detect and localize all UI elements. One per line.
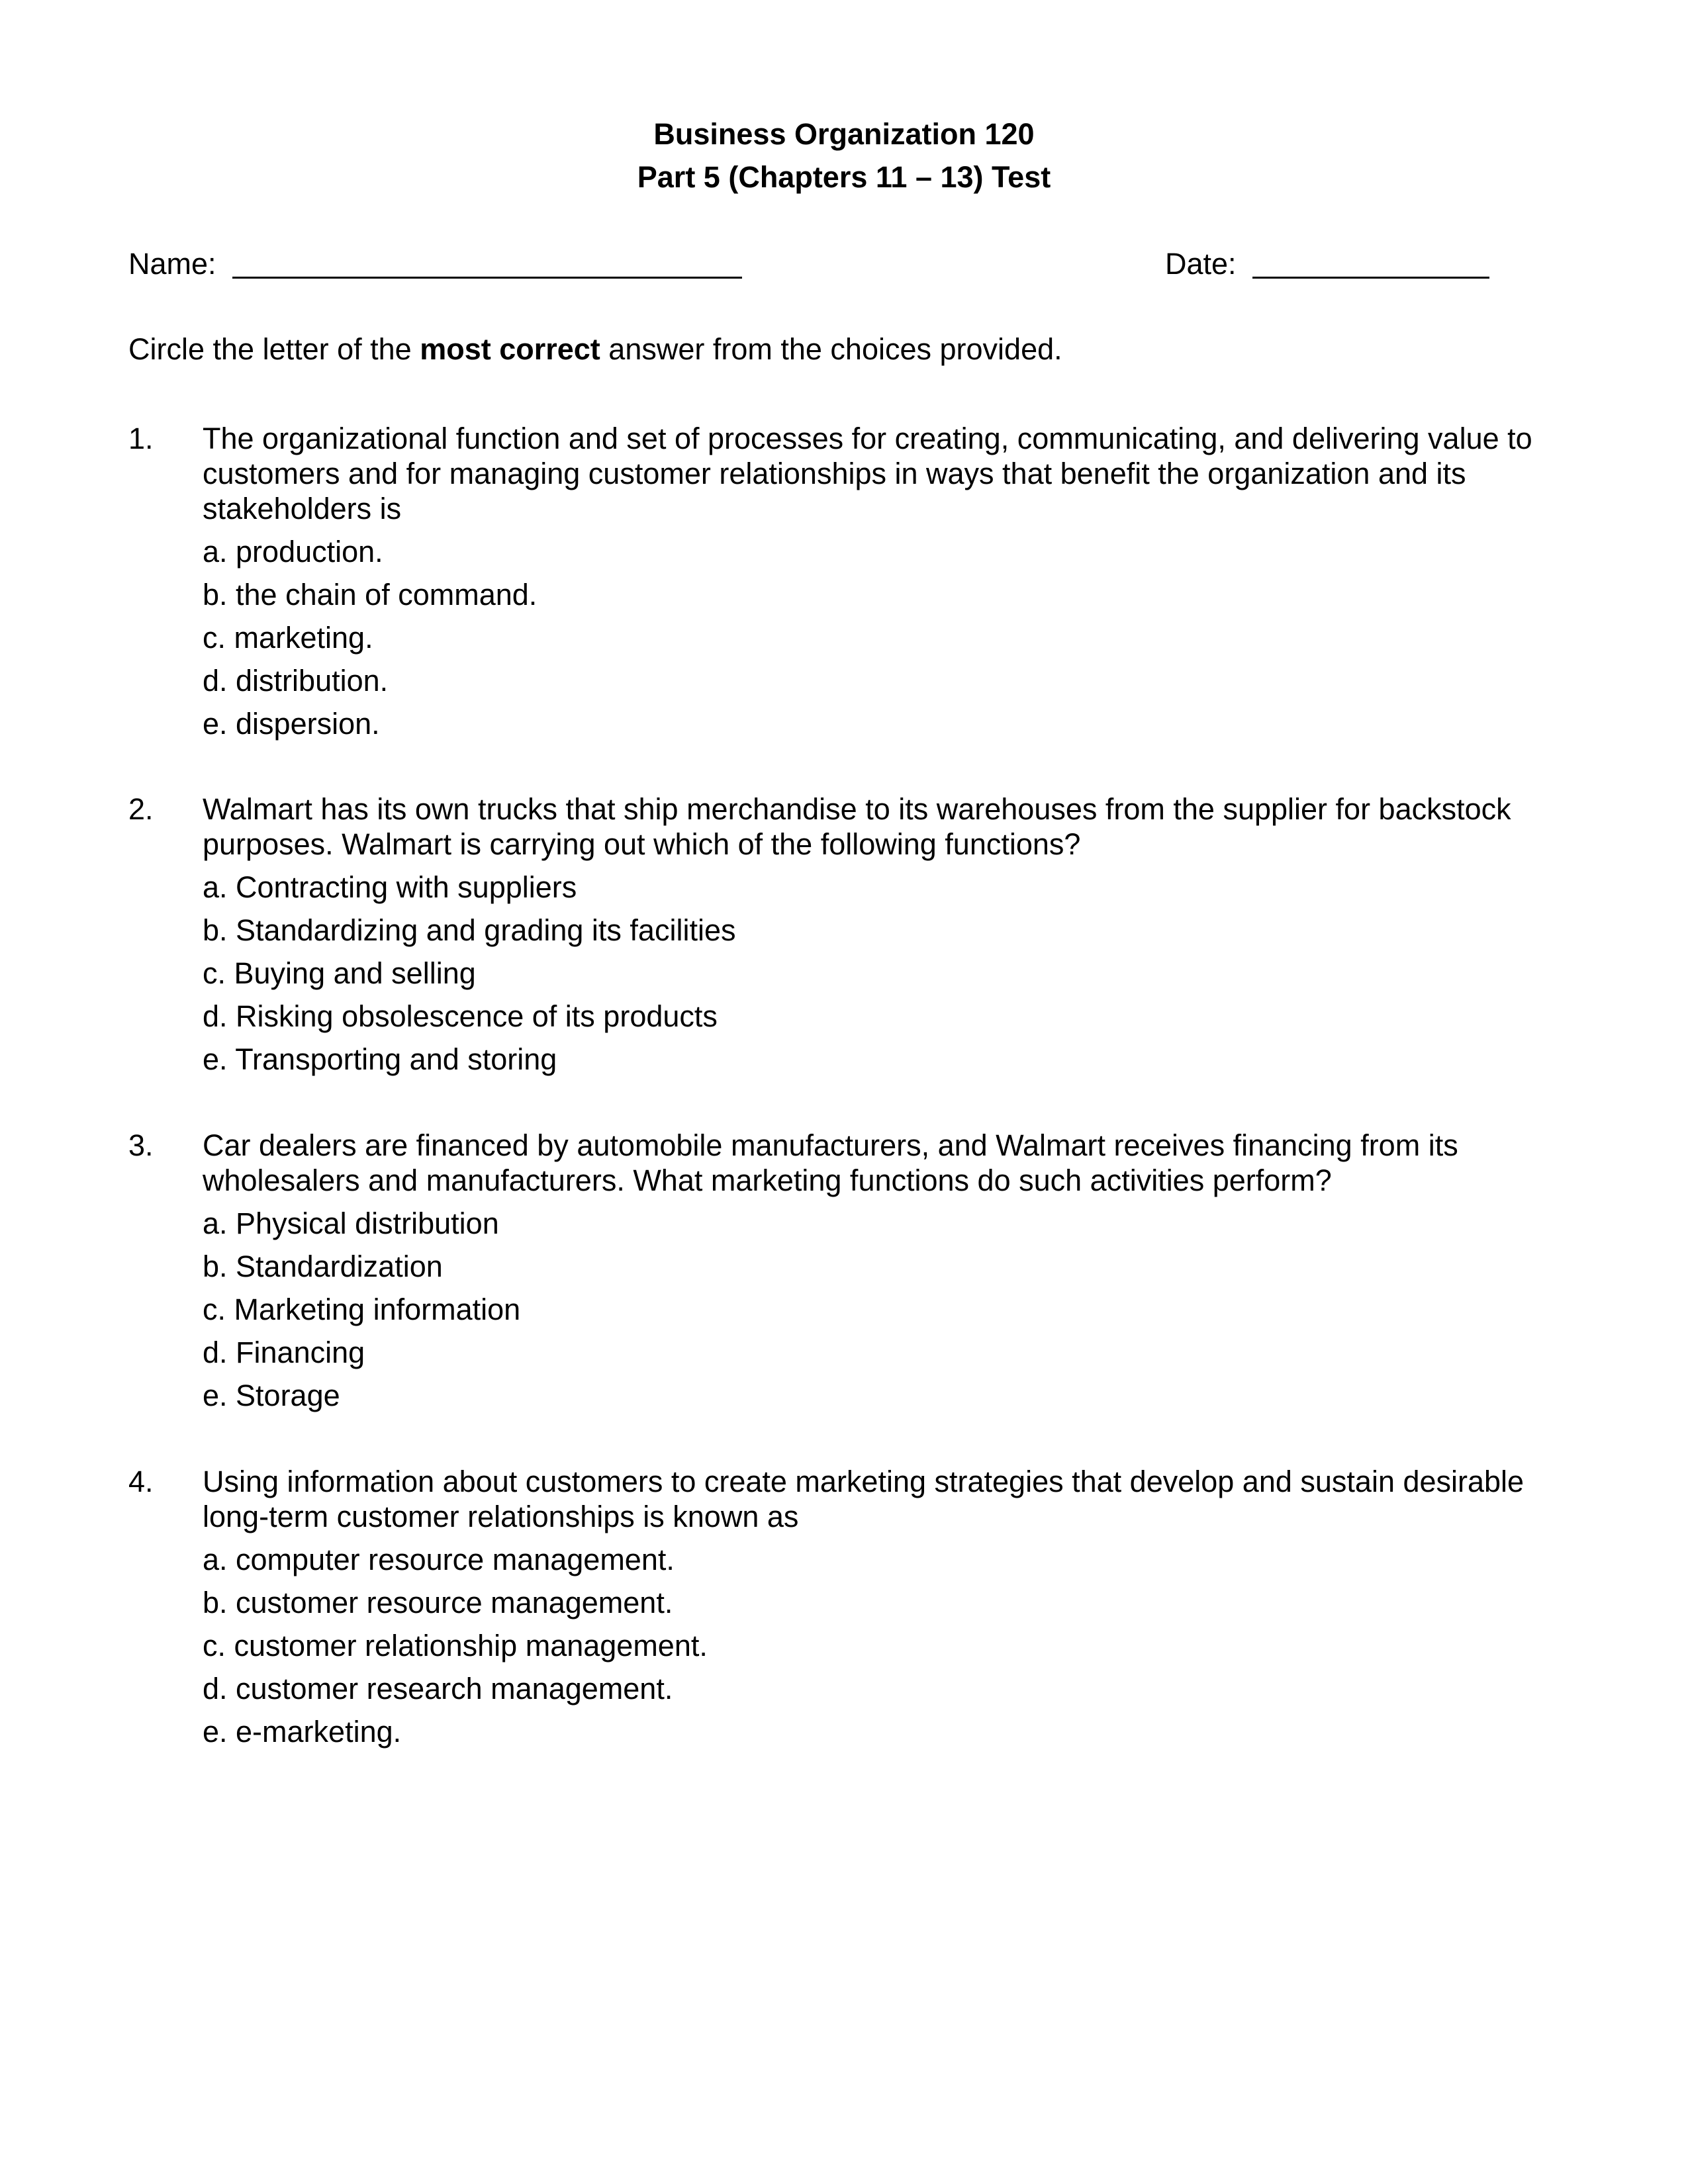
answer-options <box>203 1206 1571 1421</box>
date-field <box>1165 248 1489 279</box>
name-label: Name: <box>128 247 216 281</box>
question-number: 2. <box>128 792 154 826</box>
document-title: Business Organization 120 <box>653 117 1035 151</box>
option-e[interactable]: e. Transporting and storing <box>203 1042 557 1076</box>
option-d[interactable]: d. Risking obsolescence of its products <box>203 999 718 1033</box>
name-blank-line[interactable] <box>232 248 742 279</box>
option-b[interactable]: b. Standardizing and grading its facilities <box>203 913 736 947</box>
option-c[interactable]: c. marketing. <box>203 621 373 655</box>
instructions-prefix: Circle the letter of the <box>128 332 420 366</box>
question-number: 4. <box>128 1465 154 1498</box>
option-d[interactable]: d. customer research management. <box>203 1672 673 1706</box>
name-field <box>128 248 742 279</box>
option-c[interactable]: c. Marketing information <box>203 1293 521 1326</box>
instructions-suffix: answer from the choices provided. <box>600 332 1062 366</box>
answer-options <box>203 534 1571 749</box>
option-c[interactable]: c. Buying and selling <box>203 956 476 990</box>
question-text: Car dealers are financed by automobile manufacturers, and Walmart receives financing from its wholesalers and manufacturers. What marketing functions do such activities perform? <box>203 1128 1458 1197</box>
date-blank-line[interactable] <box>1252 248 1489 279</box>
question-3 <box>128 1128 1571 1421</box>
option-b[interactable]: b. customer resource management. <box>203 1586 673 1619</box>
question-text: Walmart has its own trucks that ship merchandise to its warehouses from the supplier for backstock purposes. Walmart is carrying out which of the following functions? <box>203 792 1511 861</box>
option-b[interactable]: b. the chain of command. <box>203 578 538 612</box>
option-a[interactable]: a. Contracting with suppliers <box>203 870 577 904</box>
question-text: Using information about customers to create marketing strategies that develop and sustain desirable long-term customer relationships is known as <box>203 1465 1524 1533</box>
question-1 <box>128 421 1571 749</box>
option-a[interactable]: a. computer resource management. <box>203 1543 675 1576</box>
option-b[interactable]: b. Standardization <box>203 1250 443 1283</box>
question-text: The organizational function and set of processes for creating, communicating, and delivering value to customers and for managing customer relationships in ways that benefit the organization and its stakeholders is <box>203 422 1532 525</box>
answer-options <box>203 870 1571 1085</box>
option-a[interactable]: a. Physical distribution <box>203 1206 499 1240</box>
instructions <box>128 334 1062 364</box>
answer-options <box>203 1542 1571 1757</box>
option-e[interactable]: e. e-marketing. <box>203 1715 402 1749</box>
question-4 <box>128 1464 1571 1757</box>
option-d[interactable]: d. distribution. <box>203 664 389 698</box>
option-e[interactable]: e. dispersion. <box>203 707 380 741</box>
question-number: 3. <box>128 1128 154 1162</box>
document-subtitle: Part 5 (Chapters 11 – 13) Test <box>637 160 1051 194</box>
question-2 <box>128 792 1571 1085</box>
instructions-emphasis: most correct <box>420 332 600 366</box>
option-e[interactable]: e. Storage <box>203 1379 340 1412</box>
option-c[interactable]: c. customer relationship management. <box>203 1629 708 1662</box>
option-d[interactable]: d. Financing <box>203 1336 365 1369</box>
date-label: Date: <box>1165 247 1237 281</box>
question-number: 1. <box>128 422 154 455</box>
option-a[interactable]: a. production. <box>203 535 383 569</box>
